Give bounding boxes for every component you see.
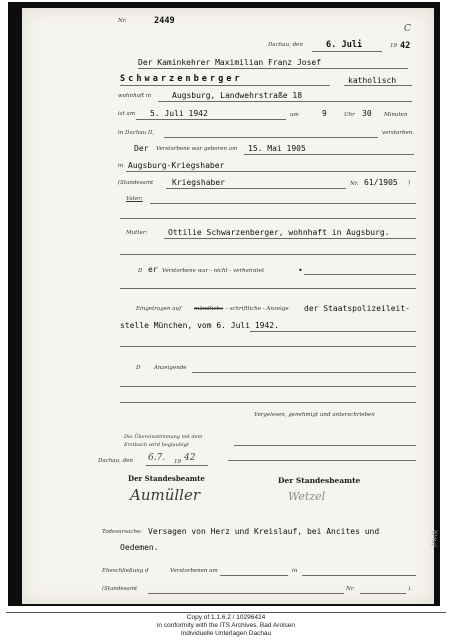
birth-place: Augsburg-Kriegshaber: [128, 161, 225, 170]
entry-text-2: stelle München, vom 6. Juli 1942.: [120, 321, 279, 330]
footer-divider: [6, 612, 446, 613]
marriage-office-label: (Standesamt: [102, 586, 138, 592]
informant-rule-top: [120, 346, 416, 347]
birth-nr: 61/1905: [364, 178, 398, 187]
day-month-line: [312, 51, 382, 52]
birth-office-rule: [166, 188, 346, 189]
marriage-office-rule: [148, 593, 344, 594]
death-minute: 30: [362, 109, 372, 118]
cert-hand-year: 42: [184, 453, 196, 463]
marital-prefix: D: [138, 268, 143, 274]
footer-conformity-line: in conformity with the ITS Archives, Bad Arolsen: [156, 622, 295, 629]
mother-rule-2: [120, 254, 416, 255]
margin-note: pwlk: [429, 528, 440, 548]
cert-hand-day: 6.7.: [148, 453, 166, 463]
died-label: verstorben.: [382, 130, 415, 136]
marital-rule-2: [120, 288, 416, 289]
marital-rule: [304, 274, 416, 275]
entry-text-1: der Staatspolizeileit-: [304, 304, 410, 313]
marital-typed: er: [148, 265, 158, 274]
death-date-label: ist am: [118, 111, 136, 117]
surname-rule: [120, 85, 330, 86]
father-label: Vater:: [126, 196, 143, 202]
birth-place-label: in: [118, 163, 124, 169]
register-number: 2449: [154, 16, 175, 26]
place-date-prefix: Dachau, den: [268, 42, 303, 48]
registrar-right-signature: Wetzel: [288, 490, 326, 503]
marriage-nr-label: Nr.: [346, 586, 355, 592]
minute-label: Minuten: [384, 112, 408, 118]
birth-date: 15. Mai 1905: [248, 144, 306, 153]
mother-value: Ottilie Schwarzenberger, wohnhaft in Augsburg.: [168, 228, 390, 237]
hour-label: Uhr: [344, 112, 355, 118]
marriage-date-rule: [220, 575, 288, 576]
deceased-line: Der Kaminkehrer Maximilian Franz Josef: [138, 58, 322, 67]
deceased-religion: katholisch: [348, 76, 397, 85]
marriage-place-rule: [302, 575, 416, 576]
deceased-residence: Augsburg, Landwehrstraße 18: [172, 91, 303, 100]
cert-date-rule: [146, 465, 208, 466]
marriage-label: Eheschließung d: [102, 568, 149, 574]
birth-prefix: Der: [134, 144, 149, 153]
footer-collection-line: Individuelle Unterlagen Dachau: [180, 630, 272, 637]
residence-label: wohnhaft in: [118, 93, 152, 99]
deceased-line-rule: [138, 68, 408, 69]
footer-copy-line: Copy of 1.1.6.2 / 10296424: [186, 614, 266, 621]
birth-office-close: ): [408, 180, 411, 186]
birth-label: Verstorbene war geboren am: [156, 146, 238, 152]
cause-label: Todesursache:: [102, 529, 143, 535]
register-nr-label: Nr.: [118, 18, 127, 24]
death-date-rule: [136, 119, 286, 120]
at-label: um: [290, 112, 299, 118]
read-approved: Vorgelesen, genehmigt und unterschrieben: [254, 412, 375, 418]
marriage-of-deceased: Verstorbenen am: [170, 568, 218, 574]
corner-mark: C: [404, 24, 411, 34]
deceased-surname: Schwarzenberger: [120, 74, 243, 84]
certification-line-1: Die Übereinstimmung mit dem: [124, 434, 203, 440]
scan-frame: [8, 2, 440, 606]
cause-line-2: Oedemen.: [120, 543, 159, 552]
certification-line-2: Erstbuch wird beglaubigt: [124, 442, 189, 448]
registrar-right-label: Der Standesbeamte: [278, 476, 361, 485]
marriage-close: ).: [408, 586, 412, 592]
registrar-left-label: Der Standesbeamte: [128, 474, 205, 483]
entry-struck-word: mündliche: [194, 306, 224, 312]
informant-rule-2: [120, 386, 416, 387]
father-rule-2: [120, 218, 416, 219]
marriage-nr-rule: [360, 593, 406, 594]
birth-office: Kriegshaber: [172, 178, 225, 187]
issue-year: 42: [400, 41, 411, 51]
death-place-label: in Dachau II,: [118, 130, 155, 136]
birth-date-rule: [244, 154, 414, 155]
birth-place-rule: [126, 171, 416, 172]
entry-rule: [250, 331, 416, 332]
birth-nr-label: Nr.: [350, 181, 359, 187]
informant-rule-3: [120, 402, 416, 403]
entry-middle-label: - schriftliche - Anzeige: [226, 306, 289, 312]
father-rule: [150, 203, 416, 204]
death-place-rule: [164, 137, 378, 138]
mother-label: Mutter:: [126, 230, 148, 236]
marriage-in-label: in: [292, 568, 298, 574]
certification-rule: [234, 445, 416, 446]
year-prefix: 19: [390, 43, 397, 49]
religion-rule: [344, 85, 412, 86]
cert-rule-2: [228, 460, 416, 461]
death-certificate-page: [22, 8, 440, 604]
cause-line-1: Versagen von Herz und Kreislauf, bei Ancites und: [148, 527, 380, 536]
death-hour: 9: [322, 109, 327, 118]
residence-rule: [158, 101, 412, 102]
registrar-left-signature: Aumüller: [130, 486, 201, 504]
informant-prefix: D: [136, 365, 141, 371]
death-date: 5. Juli 1942: [150, 109, 208, 118]
entry-label: Eingetragen auf: [136, 306, 182, 312]
marital-label: Verstorbene war - nicht - verheiratet: [162, 268, 265, 274]
marital-dot: •: [298, 266, 303, 275]
informant-label: Anzeigende: [154, 365, 187, 371]
issue-day-month: 6. Juli: [326, 40, 363, 50]
mother-rule: [164, 238, 416, 239]
informant-rule: [192, 372, 416, 373]
birth-office-label: (Standesamt: [118, 180, 154, 186]
cert-year-prefix: 19: [174, 459, 181, 465]
cert-place-prefix: Dachau, den: [98, 458, 133, 464]
